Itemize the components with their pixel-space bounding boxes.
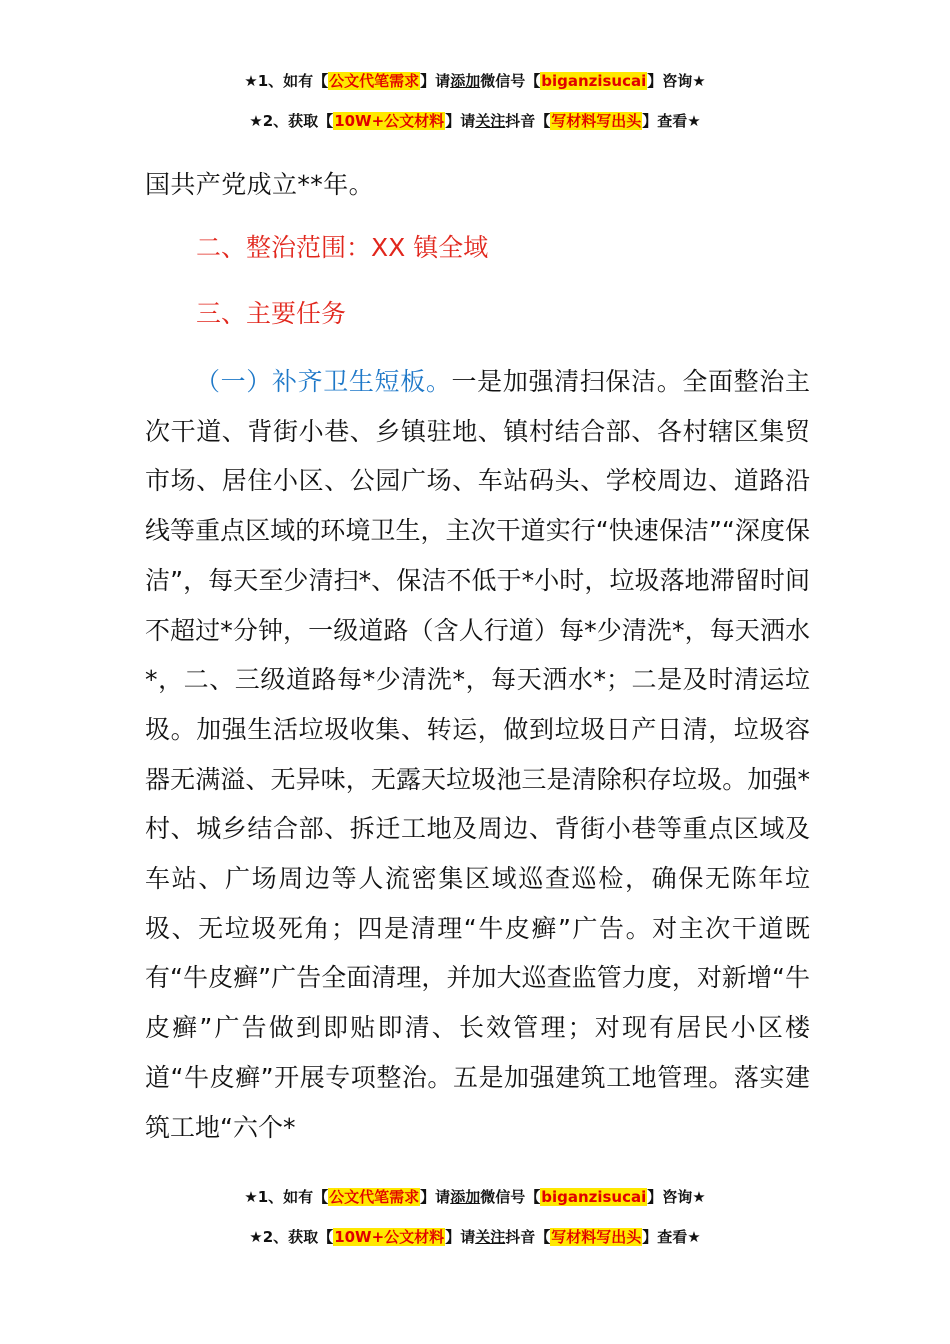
banner-text: 】请 bbox=[420, 72, 451, 90]
banner-highlight: 10W+公文材料 bbox=[334, 1228, 445, 1246]
subsection-body: 一是加强清扫保洁。全面整治主次干道、背街小巷、乡镇驻地、镇村结合部、各村辖区集贸市场、居住小区、公园广场、车站码头、学校周边、道路沿线等重点区域的环境卫生，主次干道实行“快速保洁”“深度保洁”，每天至少清扫*、保洁不低于*小时，垃圾落地滞留时间不超过*分钟，一级道路（含人行道）每*少清洗*，每天洒水*，二、三级道路每*少清洗*，每天洒水*；二是及时清运垃圾。加强生活垃圾收集、转运，做到垃圾日产日清，垃圾容器无满溢、无异味，无露天垃圾池三是清除积存垃圾。加强*村、城乡结合部、拆迁工地及周边、背街小巷等重点区域及车站、广场周边等人流密集区域巡查巡检，确保无陈年垃圾、无垃圾死角；四是清理“牛皮癣”广告。对主次干道既有“牛皮癣”广告全面清理，并加大巡查监管力度，对新增“牛皮癣”广告做到即贴即清、长效管理；对现有居民小区楼道“牛皮癣”开展专项整治。五是加强建筑工地管理。落实建筑工地“六个* bbox=[145, 367, 810, 1142]
banner-text: 微信号【 bbox=[480, 1188, 541, 1206]
banner-text: 】请 bbox=[445, 1228, 476, 1246]
banner-line-2 bbox=[0, 1226, 950, 1248]
banner-text: ★2、获取【 bbox=[249, 1228, 334, 1246]
header-banner bbox=[0, 0, 950, 130]
banner-highlight: 公文代笔需求 bbox=[329, 1188, 420, 1206]
footer-banner bbox=[0, 1170, 950, 1290]
banner-text: 】查看★ bbox=[642, 1228, 701, 1246]
banner-text: 】请 bbox=[445, 112, 476, 130]
continuation-text: 国共产党成立**年。 bbox=[145, 170, 375, 199]
banner-underline: 添加 bbox=[450, 1188, 481, 1206]
task-paragraph bbox=[145, 357, 810, 1152]
banner-underline: 关注 bbox=[475, 112, 506, 130]
section-heading-scope: 二、整治范围：XX 镇全域 bbox=[196, 233, 489, 262]
banner-underline: 关注 bbox=[475, 1228, 506, 1246]
banner-highlight: biganzisucai bbox=[541, 1188, 647, 1206]
subsection-title: （一）补齐卫生短板。 bbox=[195, 367, 452, 396]
banner-text: ★2、获取【 bbox=[249, 112, 334, 130]
banner-highlight: biganzisucai bbox=[541, 72, 647, 90]
banner-text: ★1、如有【 bbox=[244, 1188, 329, 1206]
banner-text: 】咨询★ bbox=[647, 1188, 706, 1206]
banner-text: 】请 bbox=[420, 1188, 451, 1206]
banner-highlight: 写材料写出头 bbox=[551, 112, 642, 130]
banner-text: 微信号【 bbox=[480, 72, 541, 90]
banner-text: 】查看★ bbox=[642, 112, 701, 130]
banner-text: 】咨询★ bbox=[647, 72, 706, 90]
banner-line-2 bbox=[0, 110, 950, 132]
section-heading-tasks: 三、主要任务 bbox=[196, 299, 347, 328]
banner-highlight: 10W+公文材料 bbox=[334, 112, 445, 130]
banner-line-1 bbox=[0, 1186, 950, 1208]
banner-highlight: 写材料写出头 bbox=[551, 1228, 642, 1246]
banner-underline: 添加 bbox=[450, 72, 481, 90]
banner-line-1 bbox=[0, 70, 950, 92]
banner-text: ★1、如有【 bbox=[244, 72, 329, 90]
banner-text: 抖音【 bbox=[505, 112, 551, 130]
banner-highlight: 公文代笔需求 bbox=[329, 72, 420, 90]
banner-text: 抖音【 bbox=[505, 1228, 551, 1246]
